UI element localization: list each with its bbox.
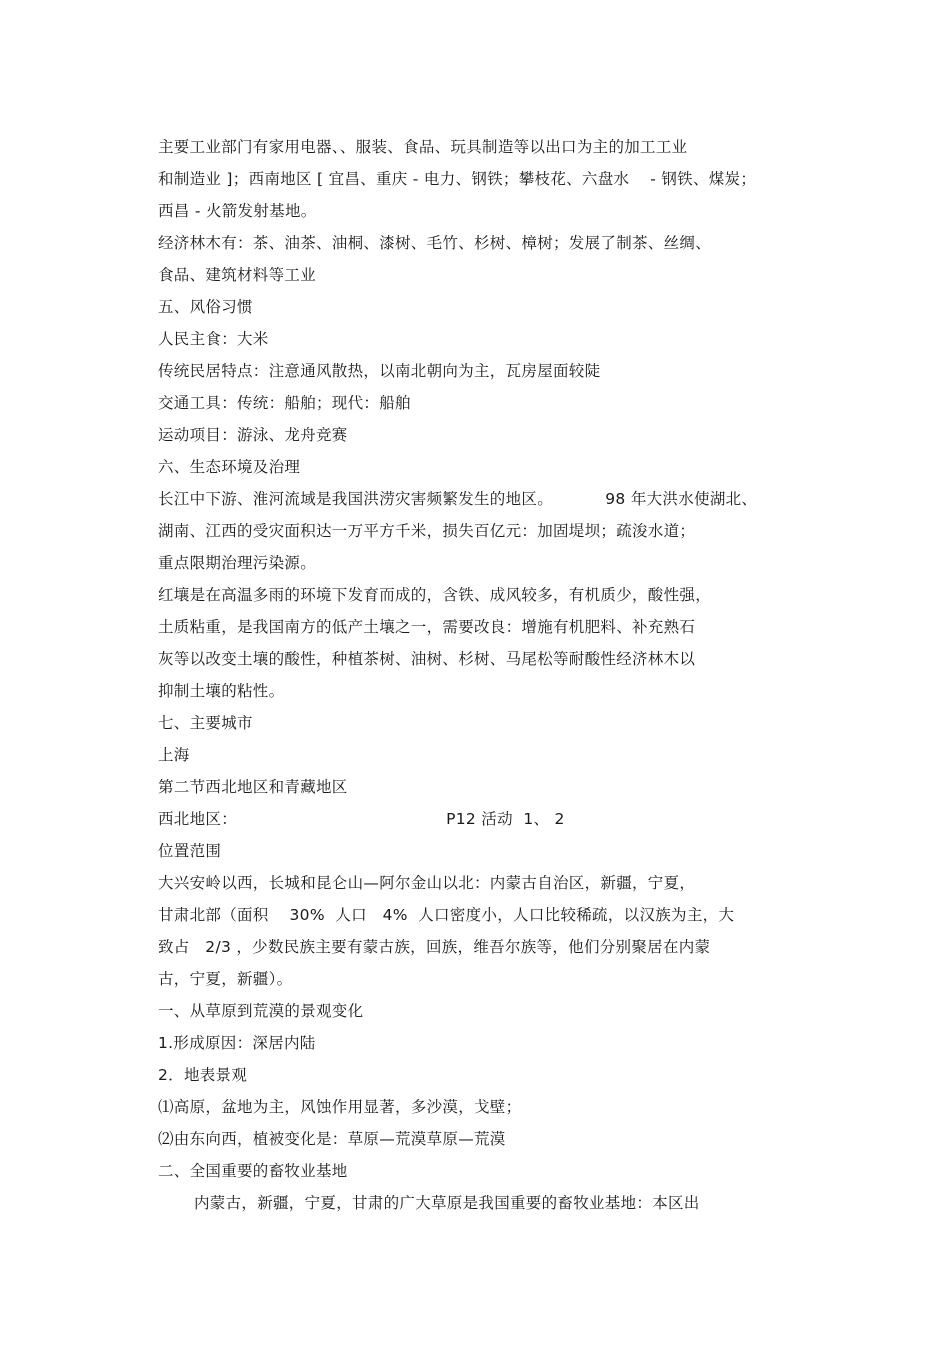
text-line: 1.形成原因：深居内陆: [158, 1034, 316, 1052]
chapter-heading: 第二节西北地区和青藏地区: [158, 778, 348, 796]
text-line: 2．地表景观: [158, 1066, 248, 1084]
text-line: 人民主食：大米: [158, 330, 269, 348]
text-line: 运动项目：游泳、龙舟竞赛: [158, 426, 348, 444]
text-line: 重点限期治理污染源。: [158, 554, 317, 572]
text-line: 上海: [158, 746, 190, 764]
section-heading: 五、风俗习惯: [158, 298, 253, 316]
text-line: 经济林木有：茶、油茶、油桐、漆树、毛竹、杉树、樟树；发展了制茶、丝绸、: [158, 234, 712, 252]
text-line: 食品、建筑材料等工业: [158, 266, 317, 284]
text-line: ⑴高原，盆地为主，风蚀作用显著，多沙漠，戈壁；: [158, 1098, 522, 1116]
section-heading: 七、主要城市: [158, 714, 253, 732]
text-line: 灰等以改变土壤的酸性，种植茶树、油树、杉树、马尾松等耐酸性经济林木以: [158, 650, 696, 668]
text-line: 位置范围: [158, 842, 222, 860]
text-line: 和制造业 ]；西南地区 [ 宜昌、重庆 - 电力、钢铁；攀枝花、六盘水 - 钢铁、煤炭；: [158, 170, 757, 188]
text-line: 古，宁夏，新疆）。: [158, 970, 293, 988]
section-heading: 一、从草原到荒漠的景观变化: [158, 1002, 364, 1020]
section-heading: 六、生态环境及治理: [158, 458, 301, 476]
text-line: 传统民居特点：注意通风散热，以南北朝向为主，瓦房屋面较陡: [158, 362, 601, 380]
text-line: 土质粘重，是我国南方的低产土壤之一，需要改良：增施有机肥料、补充熟石: [158, 618, 696, 636]
text-line: ⑵由东向西，植被变化是：草原—荒漠草原—荒漠: [158, 1130, 506, 1148]
text-line: 内蒙古，新疆，宁夏，甘肃的广大草原是我国重要的畜牧业基地：本区出: [194, 1194, 700, 1212]
text-line: 甘肃北部（面积 30% 人口 4% 人口密度小，人口比较稀疏，以汉族为主，大: [158, 906, 735, 924]
text-line: 交通工具：传统：船舶；现代：船舶: [158, 394, 411, 412]
text-line: 湖南、江西的受灾面积达一万平方千米，损失百亿元：加固堤坝；疏浚水道；: [158, 522, 696, 540]
text-line: 主要工业部门有家用电器、、服装、食品、玩具制造等以出口为主的加工工业: [158, 138, 688, 156]
text-line: 西北地区： P12 活动 1、 2: [158, 810, 565, 828]
text-line: 西昌 - 火箭发射基地。: [158, 202, 317, 220]
text-line: 红壤是在高温多雨的环境下发育而成的，含铁、成风较多，有机质少，酸性强，: [158, 586, 712, 604]
text-line: 长江中下游、淮河流域是我国洪涝灾害频繁发生的地区。 98 年大洪水使湖北、: [158, 490, 758, 508]
text-line: 抑制土壤的粘性。: [158, 682, 285, 700]
text-line: 大兴安岭以西，长城和昆仑山—阿尔金山以北：内蒙古自治区，新疆，宁夏，: [158, 874, 696, 892]
text-line: 致占 2/3 ，少数民族主要有蒙古族，回族，维吾尔族等，他们分别聚居在内蒙: [158, 938, 711, 956]
section-heading: 二、全国重要的畜牧业基地: [158, 1162, 348, 1180]
